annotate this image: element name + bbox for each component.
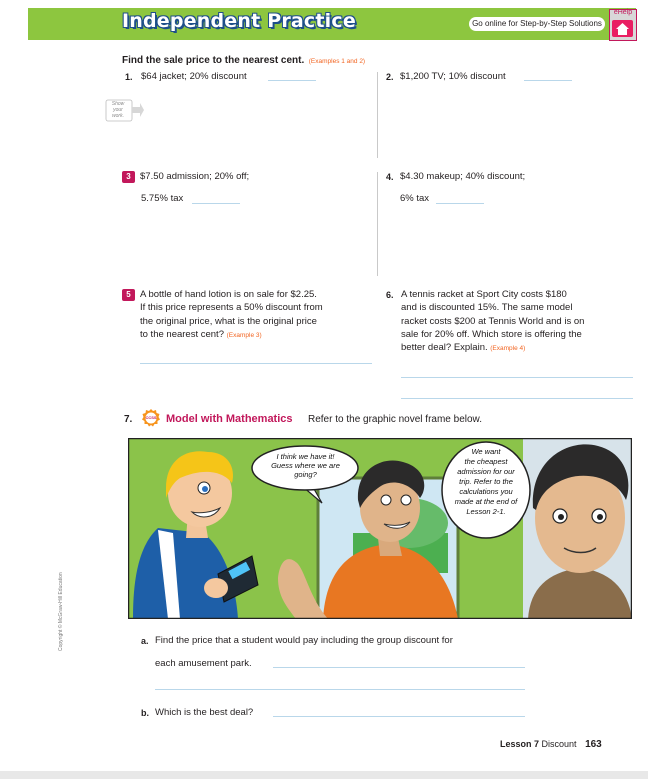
problem-3-answer-line[interactable]	[192, 203, 240, 204]
problem-3-tax: 5.75% tax	[141, 193, 184, 204]
problem-5-answer-line[interactable]	[140, 363, 372, 364]
problem-4-number: 4.	[386, 172, 394, 182]
speech-bubble-2-text	[444, 447, 528, 517]
problem-6-line: A tennis racket at Sport City costs $180	[401, 289, 567, 300]
speech-bubble-1-text	[258, 452, 353, 479]
bubble-line: admission for our	[457, 467, 515, 476]
instructions	[122, 50, 365, 68]
part-b-text: Which is the best deal?	[155, 707, 254, 718]
problem-3-badge: 3	[122, 171, 135, 183]
problem-1-answer-line[interactable]	[268, 80, 316, 81]
ehelp-label: eHelp	[613, 9, 633, 16]
problem-6-ref: (Example 4)	[490, 345, 526, 353]
footer-topic: Discount	[541, 739, 577, 749]
problem-4-text: $4.30 makeup; 40% discount;	[400, 171, 526, 182]
instructions-text: Find the sale price to the nearest cent.	[122, 55, 305, 66]
problem-5-line: If this price represents a 50% discount from	[140, 302, 323, 314]
problem-4-answer-line[interactable]	[436, 203, 484, 204]
column-divider	[377, 172, 378, 276]
ccss-badge-label: CCSS	[145, 415, 157, 420]
problem-3-text: $7.50 admission; 20% off;	[140, 171, 250, 182]
problem-6-line: and is discounted 15%. The same model	[401, 302, 573, 314]
problem-2-answer-line[interactable]	[524, 80, 572, 81]
problem-5-line: to the nearest cent?	[140, 328, 224, 340]
problem-5-line: A bottle of hand lotion is on sale for $2.25.	[140, 289, 317, 300]
problem-2-number: 2.	[386, 72, 394, 82]
problem-6-number: 6.	[386, 290, 394, 300]
problem-5-badge: 5	[122, 289, 135, 301]
bubble-line: Guess where we are	[271, 461, 340, 470]
copyright-notice: Copyright © McGraw-Hill Education	[58, 572, 64, 651]
instructions-ref: (Examples 1 and 2)	[308, 58, 366, 65]
bubble-line: made at the end of	[454, 497, 518, 506]
part-a-answer-line[interactable]	[273, 667, 525, 668]
bubble-line: We want	[471, 447, 501, 456]
page-title: Independent Practice	[122, 10, 356, 32]
page-footer	[500, 739, 602, 750]
problem-1-number: 1.	[125, 72, 133, 82]
page-number: 163	[585, 739, 602, 750]
problem-6-line: sale for 20% off. Which store is offering the	[401, 328, 582, 340]
problem-1-text: $64 jacket; 20% discount	[141, 71, 247, 82]
part-a-text-2: each amusement park.	[155, 658, 252, 669]
problem-6-line: better deal? Explain.	[401, 342, 488, 354]
problem-5-line: the original price, what is the original price	[140, 315, 317, 327]
part-b-label: b.	[141, 708, 149, 718]
problem-6-answer-line[interactable]	[401, 398, 633, 399]
column-divider	[377, 72, 378, 158]
bubble-line: I think we have it!	[276, 452, 335, 461]
part-a-label: a.	[141, 636, 149, 646]
bubble-line: calculations you	[459, 487, 513, 496]
footer-lesson: Lesson 7	[500, 739, 540, 749]
bottom-bar	[0, 771, 648, 779]
problem-2-text: $1,200 TV; 10% discount	[400, 71, 506, 82]
problem-7-title: Model with Mathematics	[166, 413, 293, 425]
problem-5-ref: (Example 3)	[226, 331, 262, 339]
home-icon	[612, 20, 633, 37]
problem-7-text: Refer to the graphic novel frame below.	[308, 414, 482, 425]
problem-6-text	[401, 288, 636, 355]
part-b-answer-line[interactable]	[273, 716, 525, 717]
graphic-novel-frame	[128, 438, 632, 619]
part-a-answer-line[interactable]	[155, 689, 525, 690]
part-a-text: Find the price that a student would pay including the group discount for	[155, 635, 453, 646]
bubble-line: trip. Refer to the	[459, 477, 513, 486]
problem-6-line: racket costs $200 at Tennis World and is on	[401, 315, 585, 327]
problem-7-number: 7.	[124, 414, 133, 425]
step-by-step-solutions-button[interactable]: Go online for Step-by-Step Solutions	[469, 17, 605, 31]
bubble-line: Lesson 2-1.	[466, 507, 506, 516]
bubble-line: the cheapest	[464, 457, 508, 466]
problem-4-tax: 6% tax	[400, 193, 430, 204]
problem-6-answer-line[interactable]	[401, 377, 633, 378]
show-your-work-label: Show your work.	[111, 101, 125, 119]
problem-5-text	[140, 288, 375, 342]
bubble-line: going?	[294, 470, 317, 479]
